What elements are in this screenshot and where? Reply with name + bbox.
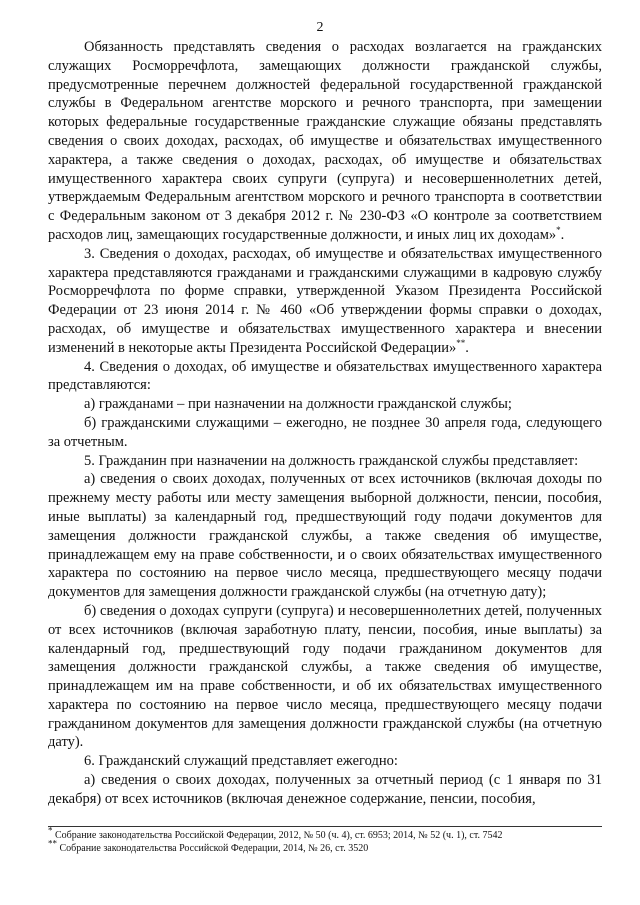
list-item-4a: а) гражданами – при назначении на должности гражданской службы; xyxy=(84,396,512,413)
paragraph-6a: а) сведения о своих доходах, полученных за отчетный период (с 1 января по 31 декабря) от всех источников (включая денежное содержание, пенсии, пособия, xyxy=(48,772,602,807)
footnote-mark: * xyxy=(48,825,53,836)
footnote-2: ** Собрание законодательства Российской Федерации, 2014, № 26, ст. 3520 xyxy=(48,838,369,854)
paragraph-6: 6. Гражданский служащий представляет ежегодно: xyxy=(84,753,398,770)
list-item-4b: б) гражданскими служащими – ежегодно, не позднее 30 апреля года, следующего за отчетным. xyxy=(48,414,602,450)
page-number: 2 xyxy=(316,20,324,35)
footnote-ref: ** xyxy=(456,337,466,348)
footnote-mark: ** xyxy=(48,838,57,849)
paragraph-4: 4. Сведения о доходах, об имуществе и обязательствах имущественного характера представляются: xyxy=(48,358,602,394)
paragraph-3: 3. Сведения о доходах, расходах, об имуществе и обязательствах имущественного характера представляются гражданами и гражданскими служащими в кадровую службу Росморречфлота по форме справки, утвержденной Указом Президента Российской Федерации от 23 июня 2014 г. № 460 «Об утверждении формы справки о доходах, расходах, об имуществе и обязательствах имущественного характера и внесении изменений в некоторые акты Президента Российской Федерации»**. xyxy=(48,245,602,356)
footnote-ref: * xyxy=(556,225,561,236)
paragraph-5b: б) сведения о доходах супруги (супруга) и несовершеннолетних детей, полученных от всех источников (включая заработную плату, пенсии, пособия, иные выплаты) за календарный год, предшествующий году подачи гражданином документов для замещения должности гражданской службы, а также сведения об имуществе, принадлежащем им на праве собственности, и об их обязательствах имущественного характера по состоянию на первое число месяца, предшествующего месяцу подачи гражданином документов для замещения должности гражданской службы (на отчетную дату). xyxy=(48,602,602,751)
paragraph-5: 5. Гражданин при назначении на должность гражданской службы представляет: xyxy=(84,452,579,469)
footnote-1: * Собрание законодательства Российской Федерации, 2012, № 50 (ч. 4), ст. 6953; 2014, № 52 (ч. 1), ст. 7542 xyxy=(48,825,503,841)
paragraph-5a: а) сведения о своих доходах, полученных от всех источников (включая доходы по прежнему месту работы или месту замещения выборной должности, пенсии, пособия, иные выплаты) за календарный год, предшествующий году подачи документов для замещения должности гражданской службы, а также сведения об имуществе, принадлежащем ему на праве собственности, и о своих обязательствах имущественного характера по состоянию на первое число месяца, предшествующего месяцу подачи документов для замещения должности гражданской службы (на отчетную дату); xyxy=(48,471,602,601)
footnote-divider xyxy=(48,826,602,827)
paragraph-expense-obligation: Обязанность представлять сведения о расходах возлагается на гражданских служащих Росморречфлота, замещающих должности гражданской службы, предусмотренные перечнем должностей федеральной государственной гражданской службы в Федеральном агентстве морского и речного транспорта, при замещении которых федеральные государственные гражданские служащие обязаны представлять сведения о своих доходах, расходах, об имуществе и обязательствах имущественного характера, а также сведения о доходах, расходах, об имуществе и обязательствах имущественного характера своих супруги (супруга) и несовершеннолетних детей, утверждаемым Федеральным агентством морского и речного транспорта в соответствии с Федеральным законом от 3 декабря 2012 г. № 230-ФЗ «О контроле за соответствием расходов лиц, замещающих государственные должности, и иных лиц их доходам»*. xyxy=(48,39,602,243)
footnotes xyxy=(48,825,608,855)
body-text xyxy=(48,38,602,809)
